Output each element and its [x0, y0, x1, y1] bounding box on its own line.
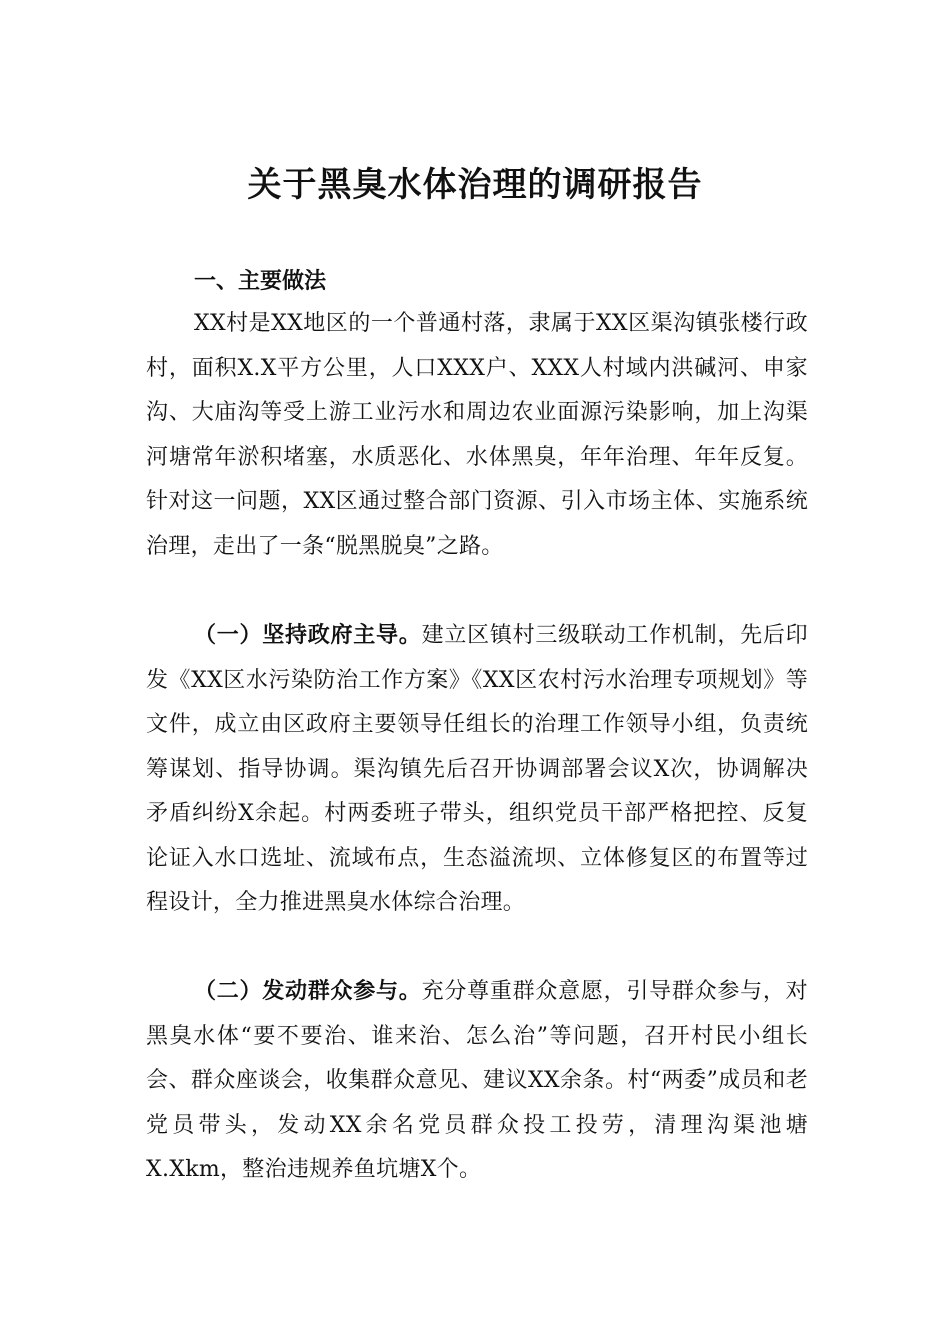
paragraph-text: 建立区镇村三级联动工作机制，先后印发《XX区水污染防治工作方案》《XX区农村污水治理专项规划》等文件，成立由区政府主要领导任组长的治理工作领导小组，负责统筹谋划、指导协调。渠沟镇先后召开协调部署会议X次，协调解决矛盾纠纷X余起。村两委班子带头，组织党员干部严格把控、反复论证入水口选址、流域布点，生态溢流坝、立体修复区的布置等过程设计，全力推进黑臭水体综合治理。 — [146, 623, 808, 915]
paragraph-public-participation — [146, 970, 808, 1193]
paragraph-lead: （二）发动群众参与。 — [194, 979, 422, 1004]
paragraph-text: XX村是XX地区的一个普通村落，隶属于XX区渠沟镇张楼行政村，面积X.X平方公里，人口XXX户、XXX人村域内洪碱河、申家沟、大庙沟等受上游工业污水和周边农业面源污染影响，加上沟渠河塘常年淤积堵塞，水质恶化、水体黑臭，年年治理、年年反复。针对这一问题，XX区通过整合部门资源、引入市场主体、实施系统治理，走出了一条“脱黑脱臭”之路。 — [146, 311, 808, 559]
section-heading: 一、主要做法 — [194, 269, 327, 294]
document-title: 关于黑臭水体治理的调研报告 — [247, 165, 703, 205]
paragraph-text: 充分尊重群众意愿，引导群众参与，对黑臭水体“要不要治、谁来治、怎么治”等问题，召开村民小组长会、群众座谈会，收集群众意见、建议XX余条。村“两委”成员和老党员带头，发动XX余名党员群众投工投劳，清理沟渠池塘X.Xkm，整治违规养鱼坑塘X个。 — [146, 979, 808, 1182]
paragraph-intro — [146, 302, 808, 569]
paragraph-government-led — [146, 614, 808, 926]
paragraph-lead: （一）坚持政府主导。 — [194, 623, 422, 648]
